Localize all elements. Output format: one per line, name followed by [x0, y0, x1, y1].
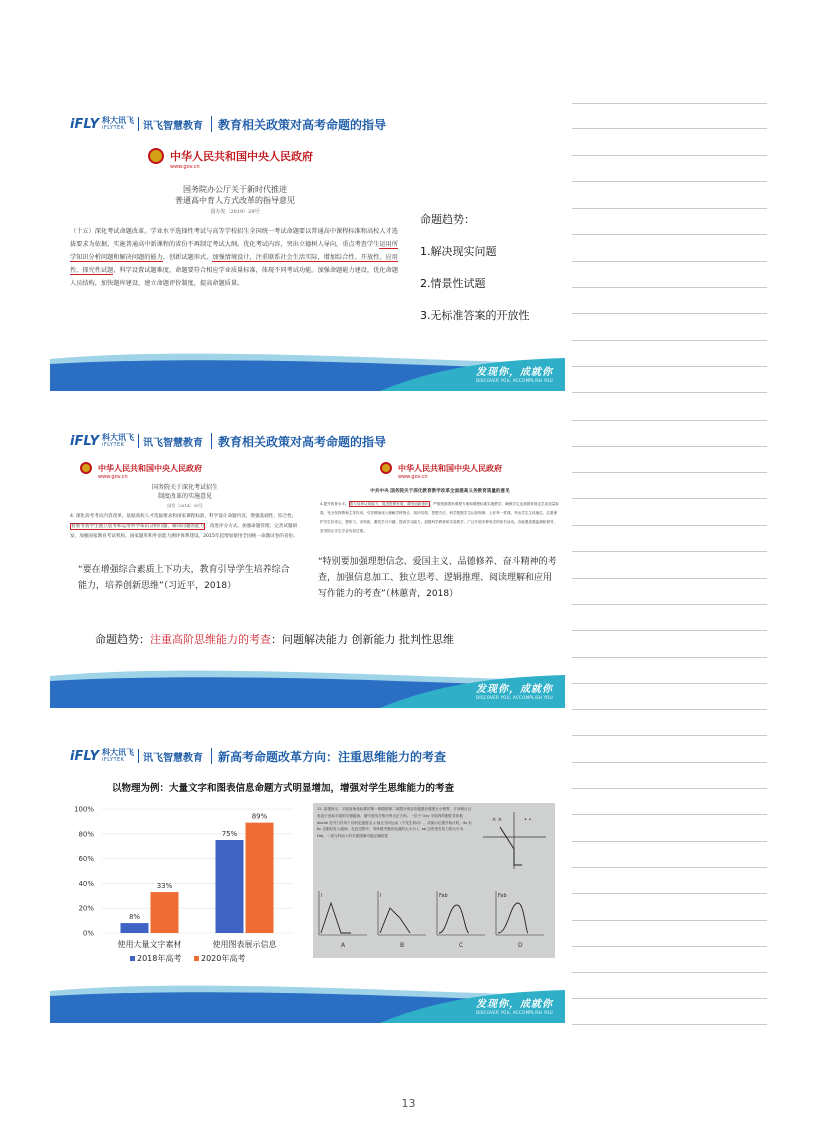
bar-chart — [60, 797, 300, 972]
svg-text:× ×: × × — [492, 817, 502, 823]
graph-option-label: B — [400, 942, 405, 949]
graph-y-label: Fab — [439, 893, 448, 899]
trend-list — [420, 211, 560, 323]
slide-subtitle: 以物理为例：大量文字和图表信息命题方式明显增加，增强对学生思维能力的考查 — [112, 783, 455, 794]
bar — [151, 892, 179, 933]
slide-title: 新高考命题改革方向：注重思维能力的考查 — [218, 749, 447, 764]
y-tick-label: 80% — [78, 830, 94, 839]
gov-name: 中华人民共和国中央人民政府 — [398, 463, 502, 473]
trend-item-2: 2.情景性试题 — [420, 277, 486, 290]
brand-text: 科大讯飞 iFLYTEK — [102, 116, 135, 131]
brand-text: 科大讯飞 iFLYTEK — [102, 433, 135, 448]
legend-swatch — [194, 956, 199, 961]
left-doc-title-2: 制度改革的实施意见 — [157, 493, 212, 500]
physics-problem-photo — [313, 803, 555, 958]
trend-item-1: 1.解决现实问题 — [420, 245, 497, 258]
left-gov-document — [70, 462, 300, 542]
gov-name: 中华人民共和国中央人民政府 — [170, 150, 313, 163]
gov-document — [70, 148, 400, 290]
graph-y-label: Fab — [498, 893, 507, 899]
right-doc-paragraph: 4.提升智育水平。着力培养认知能力，促进思维发展，激发创新意识。严格按照国家课程方案和课程标准实施教学，确保学生达到国家规定学业质量标准。充分发挥教师主导作用，引导教师深入理解学科特点、知识结构、思想方法，科学把握学生认知规律，上好每一堂课。突出学生主体地位，注重保护学生好奇心、想象力、求知欲，激发学习兴趣，提高学习能力。加强科学教育和实验教学，广泛开展多种形式的读书活动。各地要加强监测和督导，坚决防止学生学业负担过重。 — [320, 502, 560, 533]
graph-option-label: C — [459, 942, 464, 949]
bar-data-label: 33% — [156, 882, 173, 891]
left-highlight-box: 着重考查学生独立思考和运用所学知识分析问题、解决问题的能力 — [71, 524, 205, 529]
trend-label: 命题趋势： — [420, 213, 475, 226]
gov-url: www.gov.cn — [98, 474, 128, 480]
footer-slogan: 发现你，成就你 DISCOVER YOU, ACCOMPLISH YOU — [475, 367, 553, 383]
right-doc-title: 中共中央 国务院关于深化教育教学改革全面提高义务教育质量的意见 — [370, 489, 510, 494]
legend-label: 2018年高考 — [137, 954, 182, 963]
left-doc-number: 国发〔2014〕35号 — [167, 503, 203, 508]
national-emblem-icon — [148, 148, 164, 164]
right-quote: “特别要加强理想信念、爱国主义、品德修养、奋斗精神的考查，加强信息加工、独立思考、逻辑推理、阅读理解和应用写作能力的考查”（林蕙青，2018） — [318, 557, 557, 599]
bar-data-label: 89% — [251, 812, 268, 821]
bar — [121, 923, 149, 933]
slide-header — [70, 113, 386, 135]
highlight-1: 运用所学知识分析问题和解决问题的能力 — [70, 241, 398, 261]
brand-text: 科大讯飞 iFLYTEK — [102, 748, 135, 763]
slide-title: 教育相关政策对高考命题的指导 — [218, 117, 387, 132]
right-gov-document — [320, 462, 560, 536]
slide-1 — [50, 103, 565, 391]
x-tick-label: 使用大量文字素材 — [117, 940, 182, 949]
graph-option-label: D — [518, 942, 523, 949]
iflytek-logo-icon: iFLY — [70, 748, 100, 764]
problem-text: 12. 如图所示，平面直角坐标系的第一象限和第二象限分别存在磁感应强度大小相等、方向相反且垂直于坐标平面的匀强磁场，图中虚线方格为等大正方形。一位于 Oxy 平面内的刚性导体框 abcde 在外力作用下以恒定速度沿 y 轴正方向运动（不发生转动）。从图示位置开始计时，4s 末 bc 边刚好进入磁场。在此过程中，导体框内感应电流的大小为 I，ab 边所受安培力的大小为 Fab，二者与时间 t 的关系图像可能正确的是 — [317, 807, 472, 839]
doc-title-line-2: 普通高中育人方式改革的指导意见 — [175, 196, 295, 205]
highlight-2: 加强情境设计，注重联系社会生活实际，增加综合性、开放性、应用性、探究性试题 — [70, 254, 398, 274]
brand-edu: 讯飞智慧教育 — [143, 752, 204, 764]
legend-label: 2020年高考 — [201, 954, 246, 963]
slide-title: 教育相关政策对高考命题的指导 — [218, 434, 387, 449]
brand-edu: 讯飞智慧教育 — [143, 120, 204, 132]
gov-name: 中华人民共和国中央人民政府 — [98, 463, 202, 473]
graph-curve — [439, 905, 469, 933]
brand-edu: 讯飞智慧教育 — [143, 437, 204, 449]
left-quote: “要在增强综合素质上下功夫，教育引导学生培养综合能力，培养创新思维”（习近平，2018） — [78, 565, 290, 591]
trend-item-3: 3.无标准答案的开放性 — [420, 309, 530, 322]
trend-line: 命题趋势：注重高阶思维能力的考查：问题解决能力 创新能力 批判性思维 — [95, 633, 454, 646]
y-tick-label: 0% — [82, 929, 94, 938]
slide-2 — [50, 420, 565, 708]
footer-slogan: 发现你，成就你 DISCOVER YOU, ACCOMPLISH YOU — [475, 684, 553, 700]
gov-url: www.gov.cn — [170, 164, 200, 170]
graph-option-label: A — [341, 942, 346, 949]
doc-paragraph: （十五）深化考试命题改革。学业水平选择性考试与高等学校招生全国统一考试命题要以普通高中课程标准和高校人才选拔要求为依据，实施普通高中新课程的省份不再制定考试大纲。优化考试内容，突出立德树人导向，重点考查学生运用所学知识分析问题和解决问题的能力，创新试题形式，加强情境设计，注重联系社会生活实际，增加综合性、开放性、应用性、探究性试题，科学设置试题难度，命题要符合相应学业质量标准，体现不同考试功能。加强命题能力建设，优化命题人员结构，加快题库建设，建立命题评价制度，提高命题质量。 — [70, 228, 398, 287]
x-tick-label: 使用图表展示信息 — [212, 940, 277, 949]
slide-header — [70, 745, 446, 767]
doc-number: 国办发〔2019〕29号 — [210, 209, 260, 215]
option-graphs — [313, 887, 555, 957]
graph-curve — [380, 908, 410, 933]
bar — [216, 840, 244, 933]
y-tick-label: 60% — [78, 855, 94, 864]
legend-swatch — [130, 956, 135, 961]
svg-text:• •: • • — [524, 817, 532, 823]
national-emblem-icon — [380, 462, 392, 474]
left-doc-title-1: 国务院关于深化考试招生 — [151, 484, 218, 491]
y-tick-label: 100% — [73, 805, 94, 814]
doc-title-line-1: 国务院办公厅关于新时代推进 — [183, 185, 287, 194]
page-number: 13 — [401, 1097, 416, 1110]
graph-y-label: I — [380, 893, 382, 899]
graph-curve — [498, 903, 528, 933]
gov-url: www.gov.cn — [398, 474, 428, 480]
bar — [246, 823, 274, 933]
iflytek-logo-icon: iFLY — [70, 116, 100, 132]
left-doc-paragraph: 4. 深化高考考试内容改革。依据高校人才选拔要求和国家课程标准，科学设计命题内容，增强基础性、综合性，着重考查学生独立思考和运用所学知识分析问题、解决问题的能力，改进评分方式。加强命题管理，完善试题研发，加强国家教育考试机构、国家题库和外语能力测评体系建设。2015年起增加使用全国统一命题试卷的省份。 — [70, 514, 298, 539]
iflytek-logo-icon: iFLY — [70, 433, 100, 449]
slide-header — [70, 430, 386, 452]
trend-highlight: 注重高阶思维能力的考查 — [150, 633, 271, 646]
y-tick-label: 40% — [78, 879, 94, 888]
graph-curve — [321, 903, 351, 933]
magnetic-field-figure — [478, 809, 548, 871]
national-emblem-icon — [80, 462, 92, 474]
y-tick-label: 20% — [78, 904, 94, 913]
graph-y-label: I — [321, 893, 323, 899]
slide-3 — [50, 735, 565, 1023]
right-highlight-box: 着力培养认知能力，促进思维发展，激发创新意识 — [349, 502, 429, 506]
bar-data-label: 75% — [221, 830, 238, 838]
footer-slogan: 发现你，成就你 DISCOVER YOU, ACCOMPLISH YOU — [475, 999, 553, 1015]
bar-data-label: 8% — [128, 913, 141, 922]
